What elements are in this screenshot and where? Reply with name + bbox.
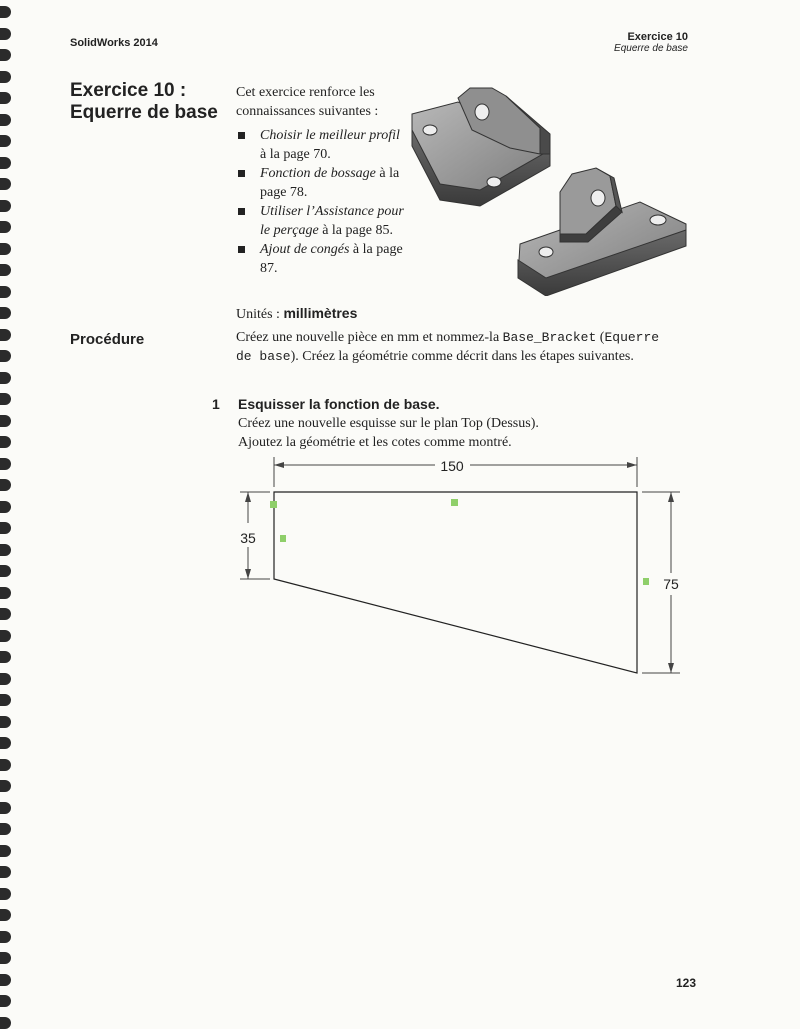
arrow-head-icon: [274, 462, 284, 468]
binding-ring: [0, 200, 11, 212]
binding-ring: [0, 135, 11, 147]
vertical-relation-icon[interactable]: [280, 535, 286, 542]
binding-ring: [0, 28, 11, 40]
binding-ring: [0, 92, 11, 104]
intro-text: Cet exercice renforce les connaissances suivantes :: [236, 85, 379, 119]
binding-ring: [0, 845, 11, 857]
binding-ring: [0, 931, 11, 943]
binding-ring: [0, 780, 11, 792]
binding-ring: [0, 866, 11, 878]
step-instruction-line: Ajoutez la géométrie et les cotes comme montré.: [238, 435, 512, 450]
procedure-text-part: ). Créez la géométrie comme décrit dans les étapes suivantes.: [290, 349, 634, 364]
procedure-text-part: Créez une nouvelle pièce en mm et nommez-la: [236, 330, 503, 345]
bracket-parts-illustration: [410, 84, 692, 296]
binding-ring: [0, 71, 11, 83]
sketch-profile[interactable]: [274, 492, 637, 673]
arrow-head-icon: [668, 663, 674, 673]
procedure-text: [236, 328, 666, 366]
step-instruction-line: Créez une nouvelle esquisse sur le plan Top (Dessus).: [238, 416, 539, 431]
arrow-head-icon: [245, 492, 251, 502]
binding-ring: [0, 286, 11, 298]
bullet-square-icon: [238, 208, 245, 215]
binding-ring: [0, 264, 11, 276]
topic-link[interactable]: Ajout de congés: [260, 242, 350, 257]
binding-ring: [0, 6, 11, 18]
dimension-150-label[interactable]: 150: [440, 458, 464, 474]
arrow-head-icon: [668, 492, 674, 502]
spiral-binding: [0, 0, 16, 1022]
step-title: Esquisser la fonction de base.: [238, 396, 440, 412]
binding-ring: [0, 350, 11, 362]
binding-ring: [0, 587, 11, 599]
binding-ring: [0, 673, 11, 685]
binding-ring: [0, 974, 11, 986]
binding-ring: [0, 114, 11, 126]
topic-list: [236, 126, 406, 278]
topic-item: [236, 164, 406, 202]
binding-ring: [0, 393, 11, 405]
header-exercise-number: Exercice 10: [627, 31, 688, 43]
dimension-35-label[interactable]: 35: [240, 530, 256, 546]
page-number: 123: [676, 976, 697, 990]
binding-ring: [0, 458, 11, 470]
topic-page-ref: à la page 78.: [260, 166, 400, 200]
binding-ring: [0, 522, 11, 534]
binding-ring: [0, 802, 11, 814]
binding-ring: [0, 737, 11, 749]
vertical-relation-icon[interactable]: [643, 578, 649, 585]
header-book-title: SolidWorks 2014: [70, 37, 158, 49]
binding-ring: [0, 952, 11, 964]
binding-ring: [0, 1017, 11, 1029]
exercise-title: Exercice 10 : Equerre de base: [70, 80, 218, 123]
topic-link[interactable]: Utiliser l’Assistance pour le perçage: [260, 204, 404, 238]
units-line: [236, 305, 357, 323]
binding-ring: [0, 436, 11, 448]
units-label: Unités :: [236, 307, 284, 322]
binding-ring: [0, 479, 11, 491]
bracket-part-1: [412, 88, 550, 206]
binding-ring: [0, 995, 11, 1007]
part-name-french: Equerre de base: [236, 330, 660, 364]
bullet-square-icon: [238, 246, 245, 253]
arrow-head-icon: [245, 569, 251, 579]
binding-ring: [0, 307, 11, 319]
topic-page-ref: à la page 70.: [260, 147, 331, 162]
binding-ring: [0, 415, 11, 427]
bracket-part-2: [518, 168, 686, 296]
part-name: Base_Bracket: [502, 330, 597, 345]
binding-ring: [0, 372, 11, 384]
binding-ring: [0, 565, 11, 577]
horizontal-relation-icon[interactable]: [451, 499, 458, 506]
binding-ring: [0, 329, 11, 341]
binding-ring: [0, 630, 11, 642]
topic-item: [236, 126, 406, 164]
binding-ring: [0, 716, 11, 728]
units-value: millimètres: [283, 305, 358, 321]
topic-page-ref: à la page 87.: [260, 242, 403, 276]
header-chapter: [614, 31, 688, 54]
header-exercise-subtitle: Equerre de base: [614, 43, 688, 54]
topic-page-ref: à la page 85.: [318, 223, 393, 238]
binding-ring: [0, 178, 11, 190]
bullet-square-icon: [238, 170, 245, 177]
topic-item: [236, 202, 406, 240]
procedure-text-part: (: [596, 330, 605, 345]
binding-ring: [0, 651, 11, 663]
binding-ring: [0, 221, 11, 233]
topic-link[interactable]: Fonction de bossage: [260, 166, 376, 181]
binding-ring: [0, 243, 11, 255]
binding-ring: [0, 49, 11, 61]
step-instructions: [238, 414, 678, 452]
binding-ring: [0, 823, 11, 835]
binding-ring: [0, 157, 11, 169]
step-number: 1: [212, 396, 220, 412]
binding-ring: [0, 759, 11, 771]
arrow-head-icon: [627, 462, 637, 468]
binding-ring: [0, 888, 11, 900]
sketch-drawing: [230, 455, 700, 700]
binding-ring: [0, 544, 11, 556]
binding-ring: [0, 694, 11, 706]
coincident-relation-icon[interactable]: [270, 501, 277, 508]
topic-link[interactable]: Choisir le meilleur profil: [260, 128, 400, 143]
topic-item: [236, 240, 406, 278]
binding-ring: [0, 608, 11, 620]
binding-ring: [0, 909, 11, 921]
procedure-heading: Procédure: [70, 331, 145, 348]
bullet-square-icon: [238, 132, 245, 139]
dimension-75-label[interactable]: 75: [663, 576, 679, 592]
binding-ring: [0, 501, 11, 513]
